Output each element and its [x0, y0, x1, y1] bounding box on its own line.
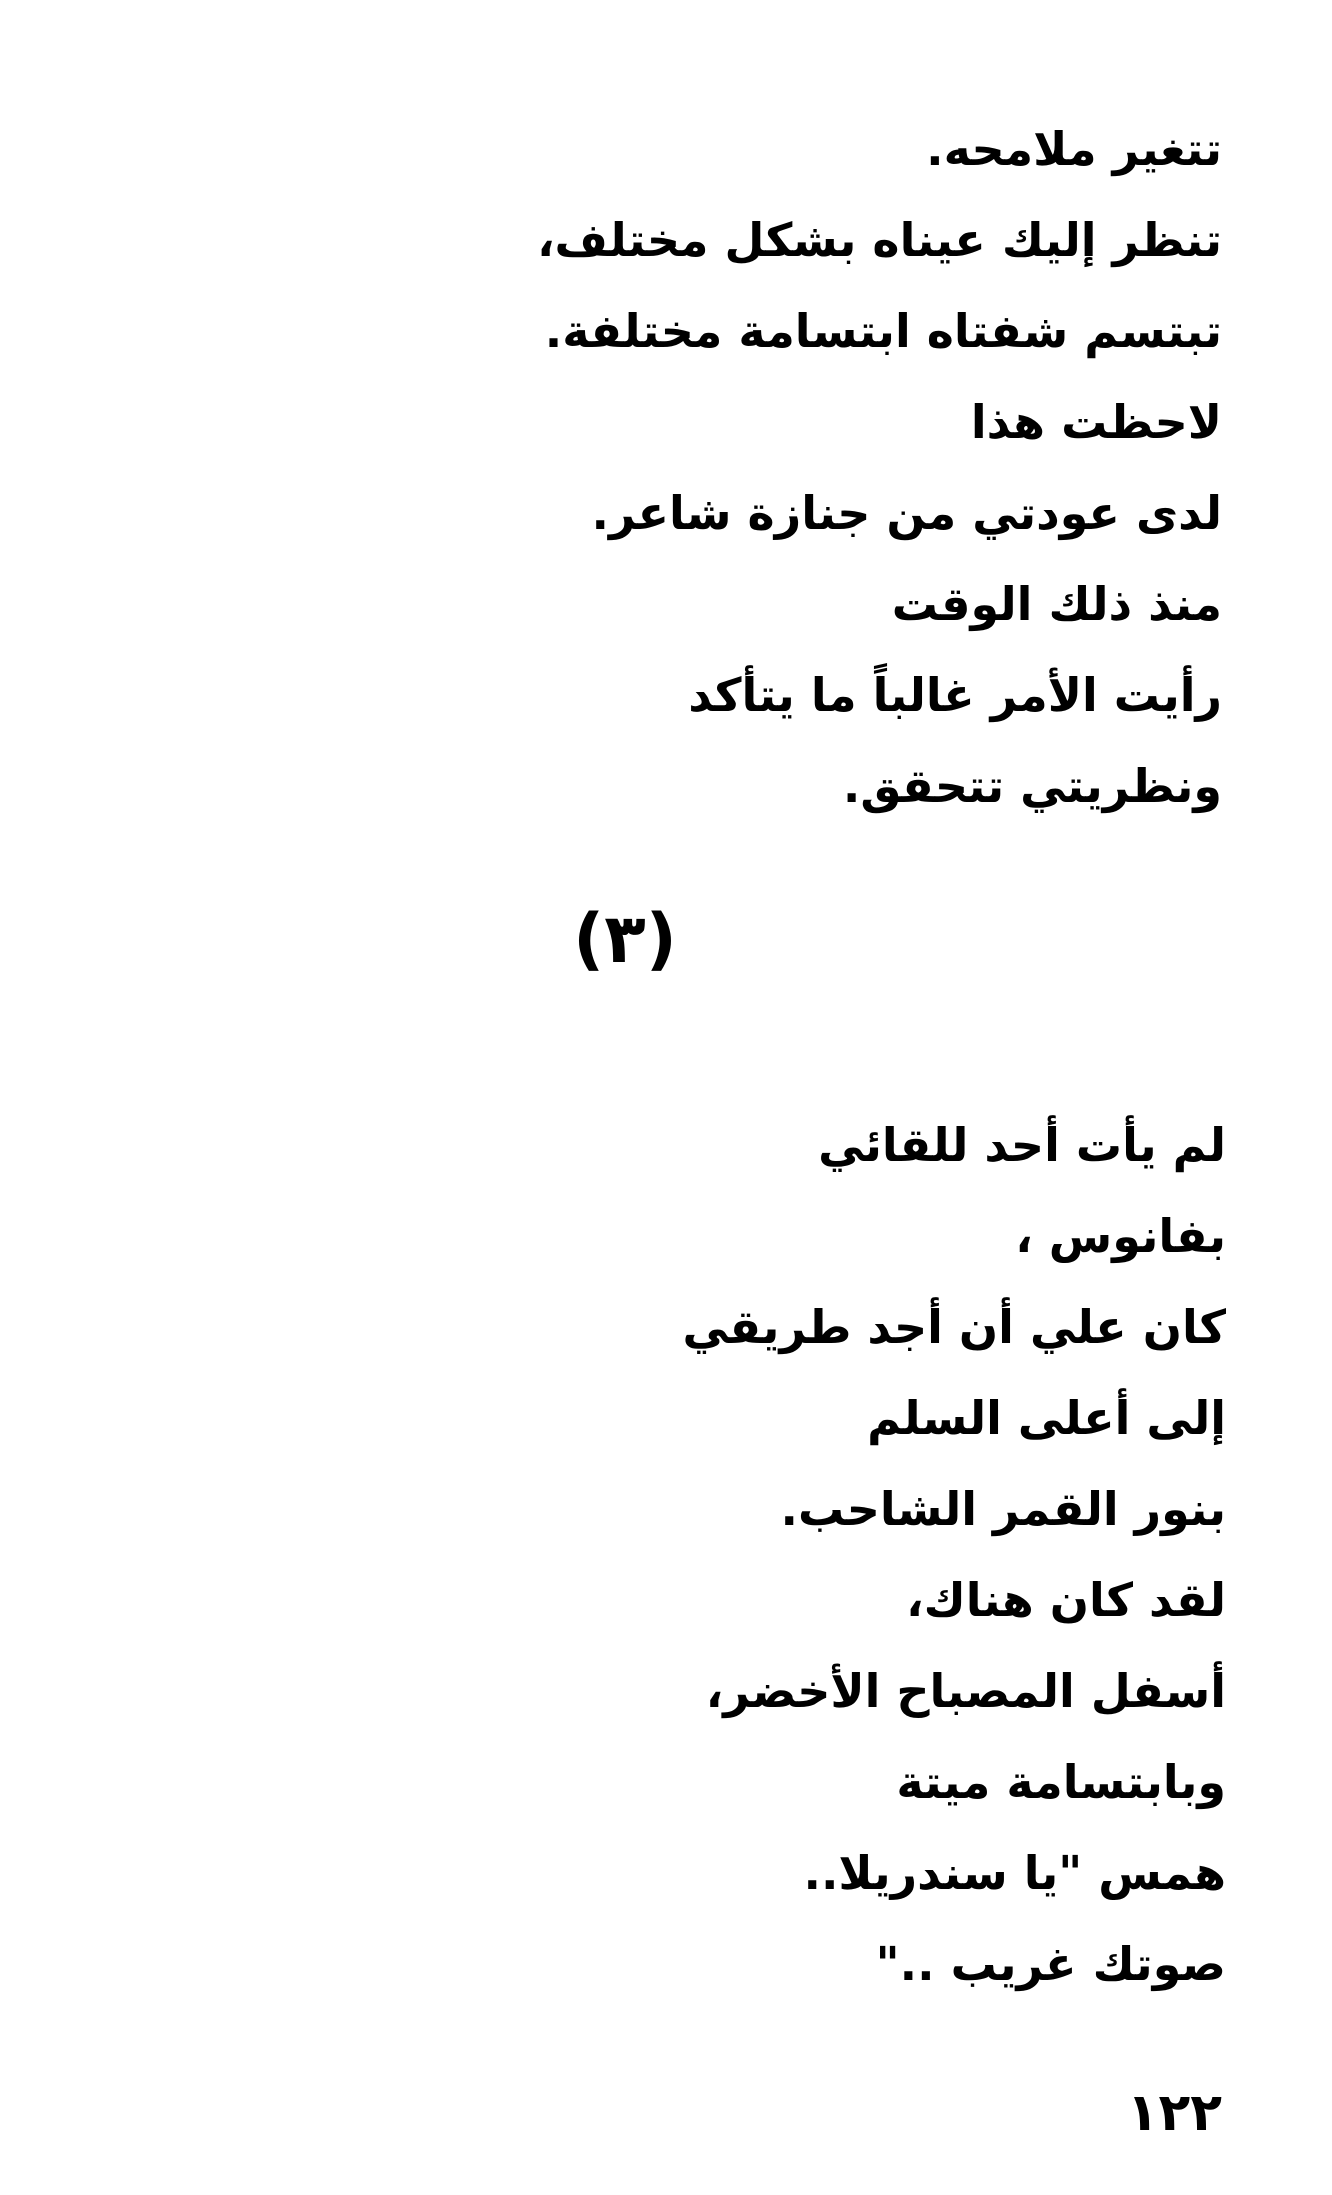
poem-line: منذ ذلك الوقت — [891, 577, 1222, 631]
poem-line: تنظر إليك عيناه بشكل مختلف، — [537, 213, 1222, 267]
poem-line: أسفل المصباح الأخضر، — [705, 1664, 1226, 1718]
poem-line: إلى أعلى السلم — [867, 1391, 1226, 1445]
poem-line: بنور القمر الشاحب. — [780, 1482, 1226, 1536]
poem-line: تتغير ملامحه. — [926, 122, 1222, 176]
poem-line: لدى عودتي من جنازة شاعر. — [591, 486, 1222, 540]
poem-line: بفانوس ، — [1015, 1209, 1226, 1263]
poem-stanza-2 — [426, 1100, 1226, 2010]
poem-line: لقد كان هناك، — [906, 1573, 1226, 1627]
poem-stanza-1 — [422, 104, 1222, 832]
page-number: ١٢٢ — [1126, 2083, 1222, 2143]
poem-line: ونظريتي تتحقق. — [842, 759, 1222, 813]
poem-line: كان علي أن أجد طريقي — [682, 1300, 1226, 1354]
section-number: (٣) — [573, 900, 677, 979]
poem-line: لم يأت أحد للقائي — [818, 1118, 1226, 1172]
poem-line: لاحظت هذا — [970, 395, 1222, 449]
poem-line: وبابتسامة ميتة — [896, 1755, 1226, 1809]
poem-line: صوتك غريب .." — [875, 1937, 1226, 1991]
poem-line: همس "يا سندريلا.. — [803, 1846, 1226, 1900]
poem-line: تبتسم شفتاه ابتسامة مختلفة. — [544, 304, 1222, 358]
poem-line: رأيت الأمر غالباً ما يتأكد — [688, 668, 1222, 722]
